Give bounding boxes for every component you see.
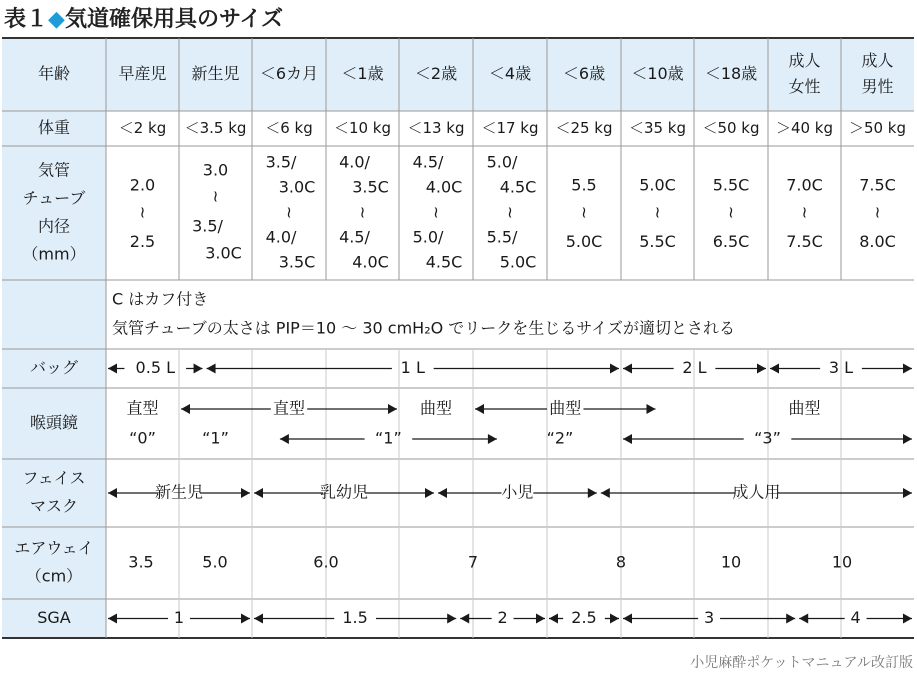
age-column-header: ＜6歳 xyxy=(562,64,606,83)
airway-size: 5.0 xyxy=(202,552,228,572)
weight-cell: ＜10 kg xyxy=(333,119,392,137)
tube-size-from: 3.0C xyxy=(278,177,316,197)
mask-label: マスク xyxy=(29,496,79,516)
airway-size: 8 xyxy=(615,552,627,572)
tube-size-to: 7.5C xyxy=(786,231,823,251)
tube-size-from: 4.5/ xyxy=(412,152,444,172)
weight-cell: ＜50 kg xyxy=(702,119,760,137)
mask-range-arrow-right xyxy=(241,488,250,498)
weight-label: 体重 xyxy=(37,118,71,137)
tube-size-to: 4.5C xyxy=(425,252,463,272)
mask-range-arrow-left xyxy=(601,488,610,498)
laryngoscope-blade-arrow-left xyxy=(181,404,190,414)
sga-range-arrow-left xyxy=(799,614,808,624)
tube-range-mark: ≀ xyxy=(139,202,146,222)
title-text: 気道確保用具のサイズ xyxy=(64,7,284,32)
airway-size: 3.5 xyxy=(128,552,154,572)
tube-size-from: 3.0 xyxy=(202,160,229,180)
laryngoscope-label: 喉頭鏡 xyxy=(29,413,79,432)
tube-size-from: 5.0C xyxy=(639,175,676,195)
bag-range-arrow-right xyxy=(903,364,912,374)
mask-range-arrow-right xyxy=(588,488,597,498)
weight-cell: ＞40 kg xyxy=(775,119,834,137)
mask-range-label: 乳幼児 xyxy=(319,482,369,502)
mask-range-label: 小児 xyxy=(501,482,534,502)
age-column-header: ＜4歳 xyxy=(488,64,532,83)
sga-range-arrow-left xyxy=(549,614,558,624)
tube-size-to: 3.0C xyxy=(205,243,242,263)
tube-size-from: 2.0 xyxy=(129,175,156,195)
source-footer: 小児麻酔ポケットマニュアル改訂版 xyxy=(690,655,913,671)
laryngoscope-size-label: “1” xyxy=(375,428,402,448)
sga-range-arrow-left xyxy=(623,614,632,624)
sga-range-arrow-right xyxy=(903,614,912,624)
age-column-header: 女性 xyxy=(788,77,821,96)
weight-cell: ＜25 kg xyxy=(555,119,613,137)
sga-range-label: 3 xyxy=(704,608,715,627)
laryngoscope-blade-label: 曲型 xyxy=(549,398,582,418)
tube-size-to: 4.0/ xyxy=(265,227,297,247)
tube-range-mark: ≀ xyxy=(507,202,513,222)
sga-label: SGA xyxy=(37,608,71,627)
tube-range-mark: ≀ xyxy=(359,202,366,222)
bag-range-arrow-left xyxy=(207,364,216,374)
age-column-header: ＜18歳 xyxy=(704,64,758,83)
tube-size-to: 4.5/ xyxy=(339,227,370,247)
tube-range-mark: ≀ xyxy=(801,202,808,222)
age-column-header: 男性 xyxy=(861,77,894,96)
mask-range-arrow-right xyxy=(425,488,434,498)
title-prefix: 表１ xyxy=(4,7,49,32)
tube-note: C はカフ付き xyxy=(112,289,209,309)
laryngoscope-blade-label: 曲型 xyxy=(419,398,453,418)
sga-range-label: 2.5 xyxy=(571,608,597,627)
laryngoscope-size-arrow-left xyxy=(280,434,289,444)
bag-range-arrow-left xyxy=(108,364,117,374)
airway-size: 10 xyxy=(720,552,742,572)
mask-range-arrow-left xyxy=(254,488,263,498)
tube-range-mark: ≀ xyxy=(581,202,587,222)
header-label: 年齢 xyxy=(37,64,71,83)
bag-range-arrow-right xyxy=(610,364,619,374)
bag-range-arrow-right xyxy=(757,364,766,374)
tube-size-to: 4.0C xyxy=(352,252,389,272)
weight-cell: ＜6 kg xyxy=(265,119,313,137)
diamond-icon: ◆ xyxy=(48,7,65,32)
sga-range-arrow-right xyxy=(447,614,456,624)
sga-range-label: 4 xyxy=(850,608,861,627)
sga-range-arrow-right xyxy=(536,614,545,624)
tube-size-from: 7.0C xyxy=(786,175,823,195)
airway-size: 10 xyxy=(831,552,853,572)
tube-size-to: 5.0/ xyxy=(412,227,444,247)
laryngoscope-size-label: “2” xyxy=(546,428,574,448)
tube-label: 内径 xyxy=(37,216,71,236)
tube-size-from: 5.0/ xyxy=(486,152,518,172)
bag-range-arrow-left xyxy=(770,364,779,374)
sga-range-label: 1 xyxy=(173,608,185,627)
laryngoscope-size-label: “0” xyxy=(129,428,156,448)
weight-cell: ＜35 kg xyxy=(628,119,687,137)
laryngoscope-size-arrow-left xyxy=(623,434,632,444)
sga-range-arrow-left xyxy=(108,614,117,624)
weight-cell: ＜2 kg xyxy=(118,119,167,137)
laryngoscope-blade-arrow-left xyxy=(475,404,484,414)
mask-range-arrow-left xyxy=(108,488,117,498)
laryngoscope-size-label: “1” xyxy=(202,428,229,448)
sga-range-arrow-right xyxy=(610,614,619,624)
age-column-header: ＜2歳 xyxy=(414,64,458,83)
airway-label: （cm） xyxy=(25,566,83,586)
bag-range-arrow-left xyxy=(623,364,632,374)
sga-range-label: 2 xyxy=(497,608,508,627)
mask-range-label: 成人用 xyxy=(732,482,781,502)
laryngoscope-size-arrow-right xyxy=(903,434,912,444)
tube-size-to: 5.5C xyxy=(639,231,676,251)
tube-range-mark: ≀ xyxy=(286,202,292,222)
tube-note: 気管チューブの太さは PIP＝10 〜 30 cmH₂O でリークを生じるサイズが適切とされる xyxy=(112,318,736,338)
laryngoscope-blade-arrow-right xyxy=(388,404,397,414)
tube-range-mark: ≀ xyxy=(212,186,219,206)
bag-range-label: 0.5 L xyxy=(135,358,176,377)
tube-size-to: 3.5C xyxy=(278,252,316,272)
laryngoscope-blade-arrow-right xyxy=(647,404,656,414)
age-column-header: 新生児 xyxy=(191,64,240,83)
weight-cell: ＜13 kg xyxy=(407,119,465,137)
airway-size: 7 xyxy=(467,552,479,572)
weight-cell: ＜17 kg xyxy=(481,119,539,137)
mask-range-label: 新生児 xyxy=(154,482,204,502)
tube-size-to: 5.0C xyxy=(565,231,603,251)
laryngoscope-size-label: “3” xyxy=(754,428,781,448)
bag-range-label: 2 L xyxy=(682,358,707,377)
age-column-header: 成人 xyxy=(788,51,821,70)
tube-label: （mm） xyxy=(22,244,86,264)
weight-cell: ＞50 kg xyxy=(848,119,907,137)
laryngoscope-blade-label: 直型 xyxy=(272,398,306,418)
age-column-header: 早産児 xyxy=(118,64,167,83)
tube-range-mark: ≀ xyxy=(728,202,734,222)
age-column-header: ＜10歳 xyxy=(631,64,684,83)
tube-size-to: 8.0C xyxy=(859,231,896,251)
tube-label: 気管 xyxy=(37,160,71,180)
tube-size-from: 5.5C xyxy=(712,175,750,195)
tube-size-to: 3.5/ xyxy=(192,216,223,236)
airway-label: エアウェイ xyxy=(14,538,94,558)
sga-range-label: 1.5 xyxy=(342,608,368,627)
sga-range-arrow-left xyxy=(254,614,263,624)
bag-label: バッグ xyxy=(29,358,79,377)
tube-size-from: 4.5C xyxy=(499,177,537,197)
laryngoscope-blade-label: 直型 xyxy=(126,398,159,418)
tube-range-mark: ≀ xyxy=(874,202,881,222)
bag-range-arrow-right xyxy=(194,364,203,374)
age-column-header: 成人 xyxy=(861,51,894,70)
tube-size-from: 3.5/ xyxy=(265,152,297,172)
age-column-header: ＜6カ月 xyxy=(259,64,319,83)
sga-range-arrow-left xyxy=(460,614,469,624)
mask-label: フェイス xyxy=(22,468,86,488)
tube-size-to: 5.5/ xyxy=(486,227,518,247)
age-column-header: ＜1歳 xyxy=(341,64,384,83)
mask-range-arrow-left xyxy=(438,488,447,498)
sga-range-arrow-right xyxy=(786,614,795,624)
tube-size-from: 3.5C xyxy=(352,177,389,197)
laryngoscope-blade-label: 曲型 xyxy=(788,398,821,418)
tube-size-to: 5.0C xyxy=(499,252,537,272)
tube-size-to: 2.5 xyxy=(129,231,156,251)
laryngoscope-size-arrow-right xyxy=(488,434,497,444)
bag-range-label: 1 L xyxy=(400,358,425,377)
tube-size-to: 6.5C xyxy=(712,231,750,251)
mask-range-arrow-right xyxy=(903,488,912,498)
tube-label: チューブ xyxy=(22,188,86,208)
tube-range-mark: ≀ xyxy=(654,202,661,222)
airway-size: 6.0 xyxy=(313,552,339,572)
weight-cell: ＜3.5 kg xyxy=(184,119,247,137)
tube-size-from: 4.0C xyxy=(425,177,463,197)
tube-range-mark: ≀ xyxy=(433,202,439,222)
tube-size-from: 4.0/ xyxy=(339,152,370,172)
bag-range-label: 3 L xyxy=(828,358,854,377)
sga-range-arrow-right xyxy=(241,614,250,624)
tube-size-from: 7.5C xyxy=(859,175,896,195)
tube-size-from: 5.5 xyxy=(571,175,597,195)
